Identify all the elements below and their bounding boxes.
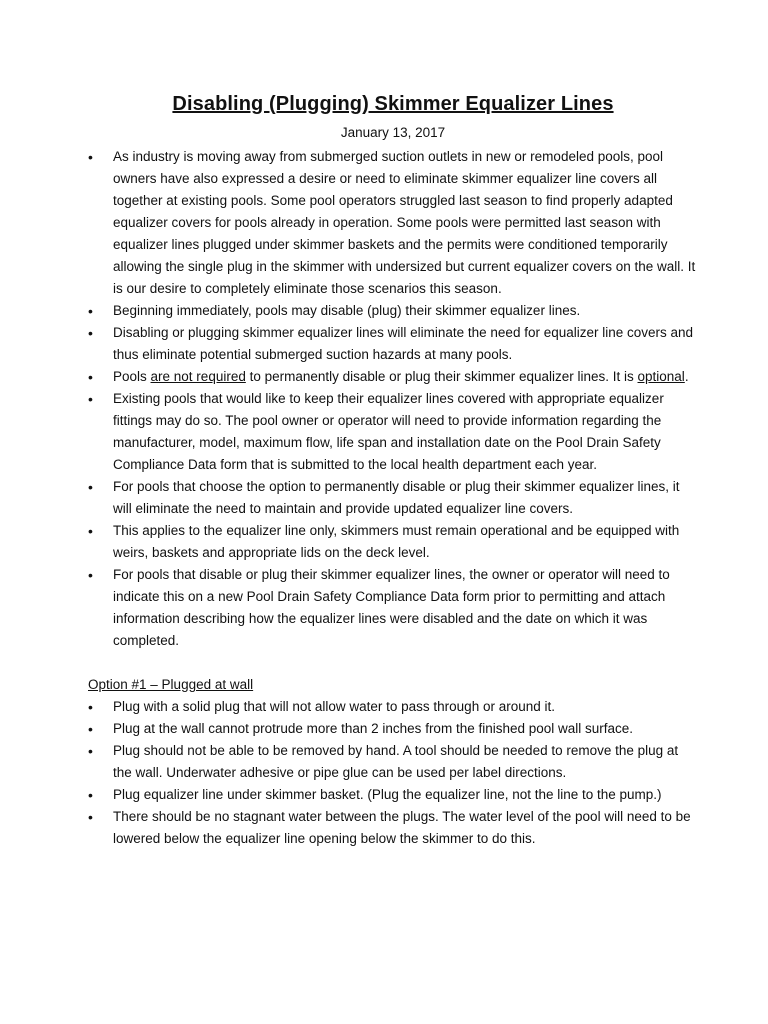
option1-item: • Plug at the wall cannot protrude more than 2 inches from the finished pool wall surface. xyxy=(88,718,698,740)
bullet-item: • This applies to the equalizer line only, skimmers must remain operational and be equipped with weirs, baskets and appropriate lids on the deck level. xyxy=(88,520,698,564)
bullet-item: • Beginning immediately, pools may disable (plug) their skimmer equalizer lines. xyxy=(88,300,698,322)
option1-heading: Option #1 – Plugged at wall xyxy=(88,677,254,692)
document-date: January 13, 2017 xyxy=(340,125,446,140)
bullet-item: • Existing pools that would like to keep their equalizer lines covered with appropriate equalizer fittings may do so. The pool owner or operator will need to provide information regarding the manufacturer, model, maximum flow, life span and installation date on the Pool Drain Safety Compliance Data form that is submitted to the local health department each year. xyxy=(88,388,698,476)
option1-item: • Plug equalizer line under skimmer basket. (Plug the equalizer line, not the line to the pump.) xyxy=(88,784,698,806)
option1-bullet-list xyxy=(88,696,698,850)
bullet-item-optional xyxy=(88,366,698,388)
bullet-text: to permanently disable or plug their skimmer equalizer lines. It is xyxy=(245,369,638,384)
bullet-item: • As industry is moving away from submerged suction outlets in new or remodeled pools, pool owners have also expressed a desire or need to eliminate skimmer equalizer line covers all together at existing pools. Some pool operators struggled last season to find properly adapted equalizer covers for pools already in operation. Some pools were permitted last season with equalizer lines plugged under skimmer baskets and the permits were conditioned temporarily allowing the single plug in the skimmer with undersized but current equalizer covers on the wall. It is our desire to completely eliminate those scenarios this season. xyxy=(88,146,698,300)
emphasis-not-required: are not required xyxy=(150,369,246,384)
emphasis-optional: optional xyxy=(637,369,685,384)
option1-item: • Plug should not be able to be removed by hand. A tool should be needed to remove the plug at the wall. Underwater adhesive or pipe glue can be used per label directions. xyxy=(88,740,698,784)
option1-item: • Plug with a solid plug that will not allow water to pass through or around it. xyxy=(88,696,698,718)
main-bullet-list xyxy=(88,146,698,652)
bullet-item: • For pools that choose the option to permanently disable or plug their skimmer equalizer lines, it will eliminate the need to maintain and provide updated equalizer line covers. xyxy=(88,476,698,520)
bullet-item: • Disabling or plugging skimmer equalizer lines will eliminate the need for equalizer line covers and thus eliminate potential submerged suction hazards at many pools. xyxy=(88,322,698,366)
bullet-item: • For pools that disable or plug their skimmer equalizer lines, the owner or operator will need to indicate this on a new Pool Drain Safety Compliance Data form prior to permitting and attach information describing how the equalizer lines were disabled and the date on which it was completed. xyxy=(88,564,698,652)
option1-item: • There should be no stagnant water between the plugs. The water level of the pool will need to be lowered below the equalizer line opening below the skimmer to do this. xyxy=(88,806,698,850)
bullet-text: . xyxy=(684,369,689,384)
bullet-text: Pools xyxy=(113,369,151,384)
document-title: Disabling (Plugging) Skimmer Equalizer Lines xyxy=(172,93,614,115)
